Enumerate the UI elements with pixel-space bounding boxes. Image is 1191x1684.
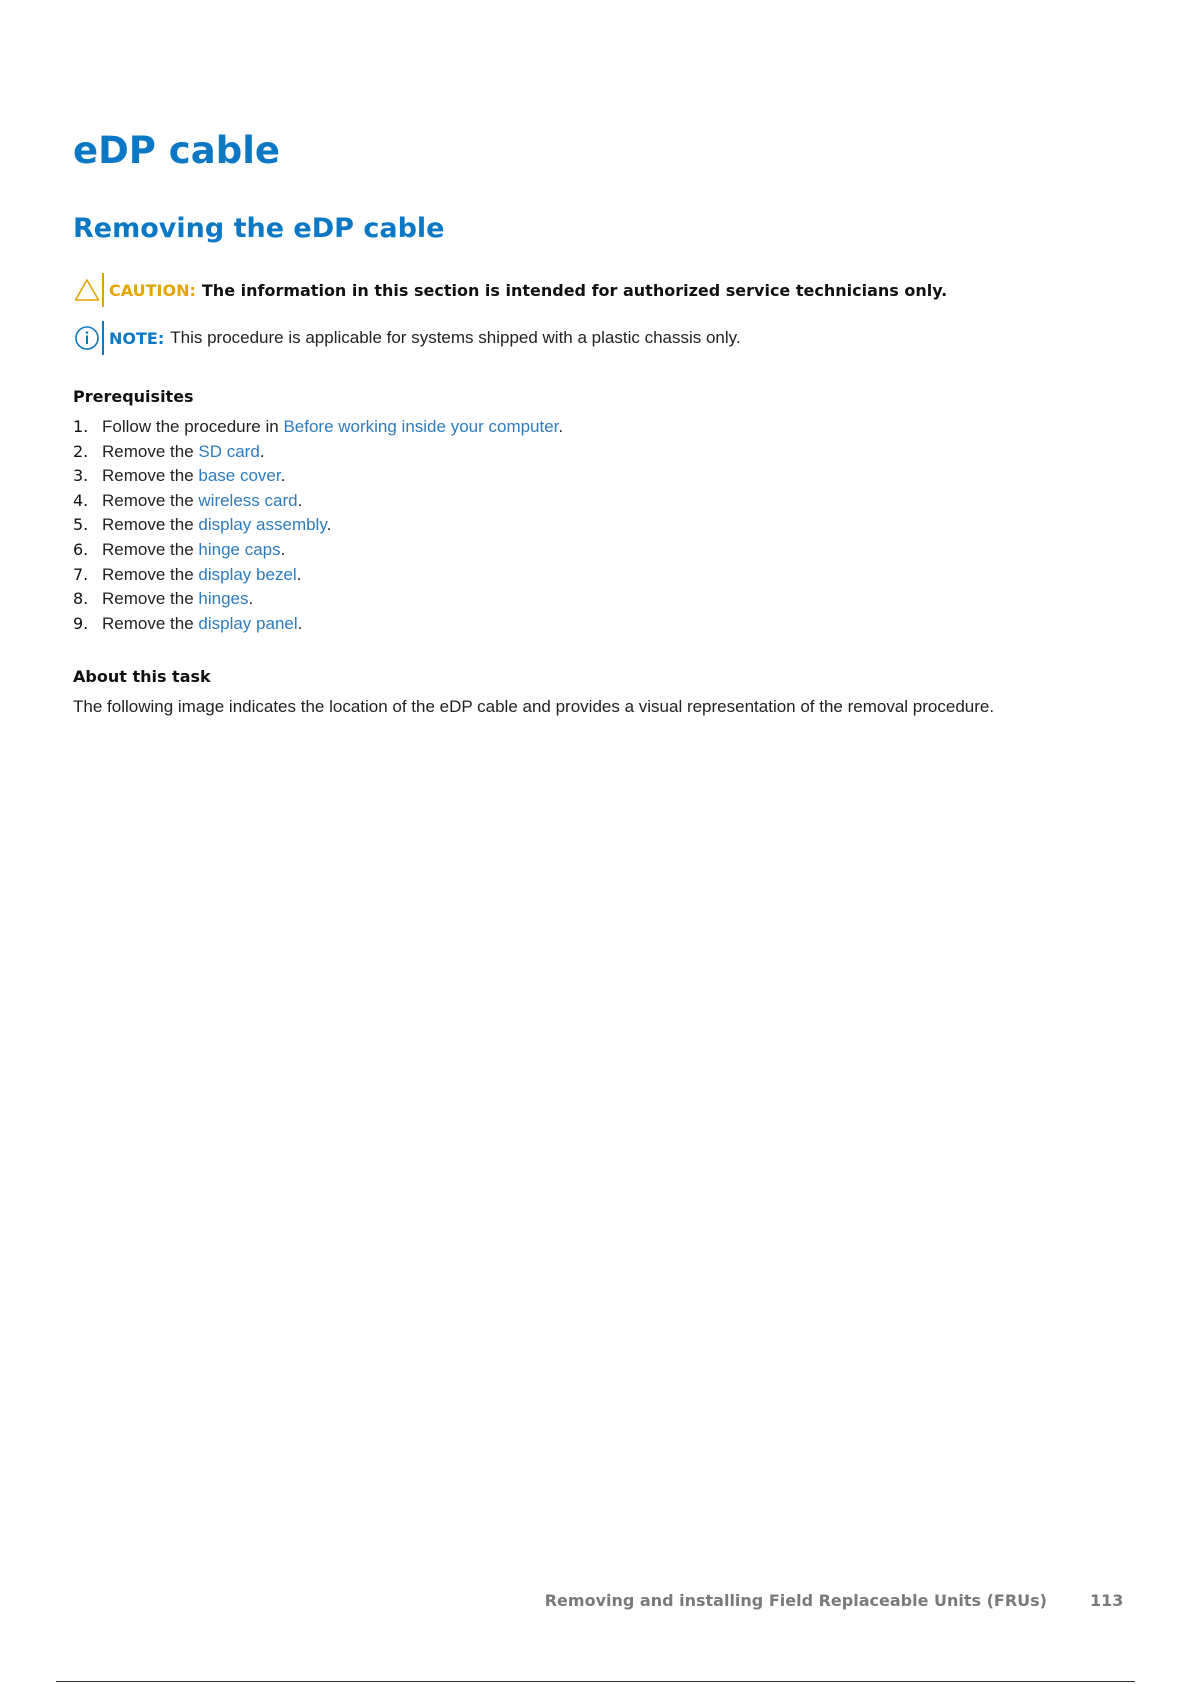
- step-suffix: .: [280, 539, 286, 559]
- step-text: Remove the: [102, 515, 199, 535]
- step-suffix: .: [296, 564, 302, 584]
- list-item: [73, 440, 563, 465]
- page-number: 113: [1090, 1591, 1124, 1610]
- link-before-working-inside-your-computer[interactable]: Before working inside your computer: [283, 417, 559, 436]
- step-text: Remove the: [102, 490, 199, 510]
- prerequisites-list: [73, 415, 563, 636]
- step-text: Remove the: [102, 441, 199, 461]
- step-suffix: .: [297, 613, 303, 633]
- step-suffix: .: [280, 466, 286, 486]
- link-display-panel[interactable]: display panel: [198, 613, 298, 633]
- list-item: [73, 464, 563, 489]
- step-number: 9.: [73, 613, 89, 633]
- caution-text: The information in this section is intended for authorized service technicians only.: [201, 280, 948, 300]
- step-number: 4.: [73, 490, 89, 510]
- link-sd-card[interactable]: SD card: [198, 441, 260, 461]
- link-wireless-card[interactable]: wireless card: [198, 490, 298, 510]
- info-circle-icon: [73, 323, 100, 353]
- note-label: NOTE:: [109, 328, 165, 348]
- step-text: Remove the: [102, 539, 199, 559]
- link-hinge-caps[interactable]: hinge caps: [198, 539, 281, 559]
- step-number: 1.: [73, 417, 89, 436]
- step-text: Remove the: [102, 564, 199, 584]
- step-text: Remove the: [102, 613, 199, 633]
- list-item: [73, 489, 563, 514]
- link-display-assembly[interactable]: display assembly: [198, 515, 327, 535]
- caution-divider: [102, 273, 104, 307]
- list-item: [73, 587, 563, 612]
- list-item: [73, 538, 563, 563]
- step-suffix: .: [558, 417, 564, 436]
- caution-label: CAUTION:: [109, 280, 196, 300]
- step-text: Remove the: [102, 589, 199, 609]
- list-item: [73, 563, 563, 588]
- section-title: Removing the eDP cable: [73, 213, 445, 244]
- step-number: 2.: [73, 441, 89, 461]
- page-title: eDP cable: [73, 129, 280, 172]
- note-text: This procedure is applicable for systems shipped with a plastic chassis only.: [170, 328, 741, 347]
- list-item: [73, 513, 563, 538]
- step-number: 5.: [73, 515, 89, 535]
- about-task-heading: About this task: [73, 667, 211, 686]
- step-suffix: .: [297, 490, 303, 510]
- list-item: [73, 415, 563, 440]
- note-divider: [102, 321, 104, 355]
- step-number: 3.: [73, 466, 89, 486]
- step-suffix: .: [326, 515, 332, 535]
- step-number: 6.: [73, 539, 89, 559]
- warning-triangle-icon: [73, 275, 100, 305]
- step-suffix: .: [248, 589, 254, 609]
- step-number: 8.: [73, 589, 89, 609]
- link-base-cover[interactable]: base cover: [198, 466, 281, 486]
- caution-notice: [73, 272, 947, 308]
- step-text: Remove the: [102, 466, 199, 486]
- footer-divider: [56, 1681, 1135, 1682]
- prerequisites-heading: Prerequisites: [73, 387, 194, 406]
- link-display-bezel[interactable]: display bezel: [198, 564, 297, 584]
- step-text: Follow the procedure in: [102, 417, 284, 436]
- note-notice: [73, 320, 741, 356]
- step-suffix: .: [259, 441, 265, 461]
- about-task-text: The following image indicates the location of the eDP cable and provides a visual representation of the removal procedure.: [73, 697, 995, 716]
- link-hinges[interactable]: hinges: [198, 589, 249, 609]
- footer-chapter-title: Removing and installing Field Replaceable Units (FRUs): [544, 1591, 1047, 1610]
- step-number: 7.: [73, 564, 89, 584]
- list-item: [73, 612, 563, 637]
